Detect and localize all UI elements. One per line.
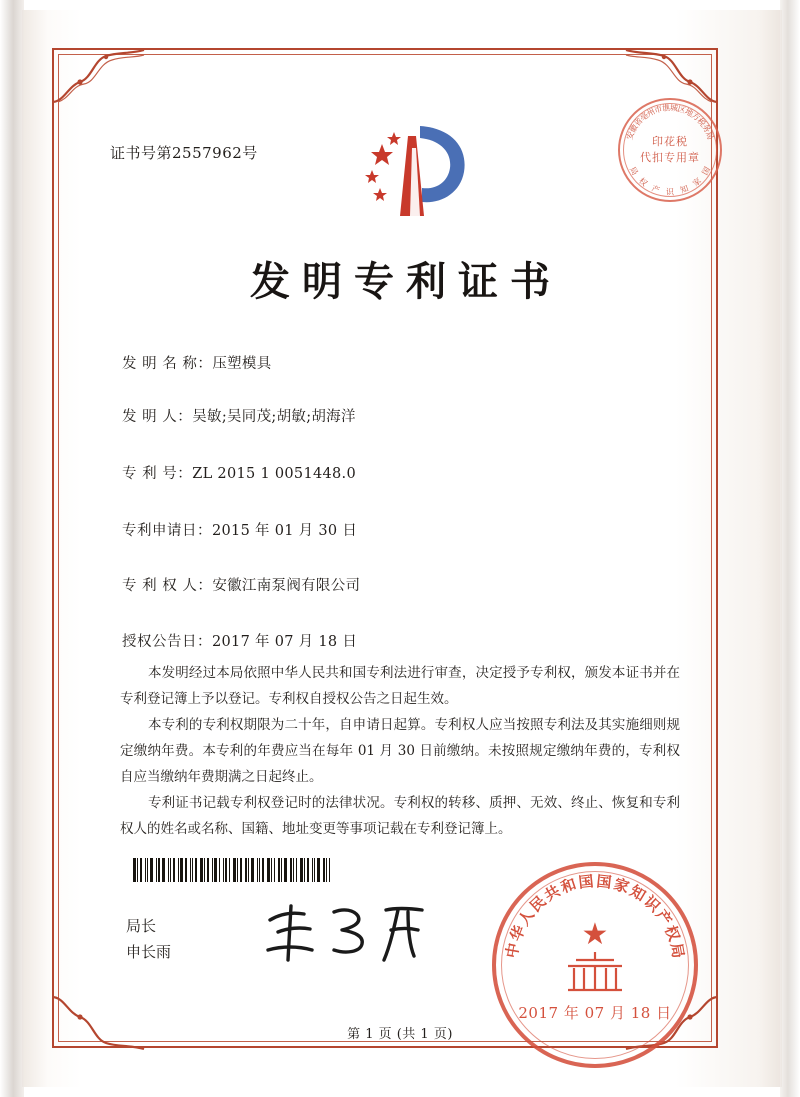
field-value: 2015 年 01 月 30 日 <box>212 523 358 539</box>
tax-stamp-center-line-1: 印花税 <box>652 135 688 148</box>
field-value: 2017 年 07 月 18 日 <box>212 634 358 650</box>
field-label: 发 明 人： <box>122 409 193 425</box>
field-label: 专 利 权 人： <box>122 578 213 594</box>
page-edge-shadow-right <box>780 0 800 1097</box>
page-footer: 第 1 页 (共 1 页) <box>347 1027 453 1042</box>
official-cnipa-stamp: ★ 2017 年 07 月 18 日 中 华 人 民 共 和 国 国 家 知 识 产 权 局 <box>492 862 698 1068</box>
tax-office-stamp: 印花税 代扣专用章 安 徽 省 亳 州 市 谯 城 区 地 方 税 务 局 国 家 知 识 产 权 局 <box>618 98 722 202</box>
barcode <box>133 858 333 882</box>
five-pointed-star-icon: ★ <box>581 918 609 951</box>
signature-block <box>126 913 171 965</box>
field-patent-number <box>122 462 356 483</box>
national-emblem-icon <box>562 950 628 996</box>
body-text <box>120 660 680 842</box>
official-stamp-date: 2017 年 07 月 18 日 <box>518 1004 672 1022</box>
field-invention-name <box>122 352 272 373</box>
body-paragraph-2: 本专利的专利权期限为二十年，自申请日起算。专利权人应当按照专利法及其实施细则规定缴纳年费。本专利的年费应当在每年 01 月 30 日前缴纳。未按照规定缴纳年费的，专利权自应当缴纳年费期满之日起终止。 <box>120 717 680 785</box>
field-grant-announcement-date <box>122 630 357 651</box>
body-paragraph-3: 专利证书记载专利权登记时的法律状况。专利权的转移、质押、无效、终止、恢复和专利权人的姓名或名称、国籍、地址变更等事项记载在专利登记簿上。 <box>120 795 680 837</box>
page-title: 发明专利证书 <box>250 258 562 305</box>
field-value: 安徽江南泵阀有限公司 <box>212 578 361 594</box>
signature-role-label: 局长 <box>126 917 157 935</box>
signature-name-label: 申长雨 <box>126 943 172 961</box>
body-paragraph-1: 本发明经过本局依照中华人民共和国专利法进行审查，决定授予专利权，颁发本证书并在专利登记簿上予以登记。专利权自授权公告之日起生效。 <box>120 665 680 707</box>
tax-stamp-center-line-2: 代扣专用章 <box>640 151 700 164</box>
field-label: 发 明 名 称： <box>122 356 213 372</box>
field-patentee <box>122 574 360 595</box>
handwritten-signature <box>258 898 438 970</box>
field-value: 吴敏;吴同茂;胡敏;胡海洋 <box>192 409 356 425</box>
field-value: 压塑模具 <box>212 356 272 372</box>
cnipa-logo-icon <box>360 118 480 230</box>
field-application-date <box>122 519 357 540</box>
page-edge-shadow-left <box>0 0 24 1097</box>
field-inventors <box>122 405 356 426</box>
field-label: 专利申请日： <box>122 523 212 539</box>
field-label: 专 利 号： <box>122 466 193 482</box>
certificate-number: 证书号第2557962号 <box>110 144 258 162</box>
field-label: 授权公告日： <box>122 634 212 650</box>
field-value: ZL 2015 1 0051448.0 <box>192 466 356 482</box>
